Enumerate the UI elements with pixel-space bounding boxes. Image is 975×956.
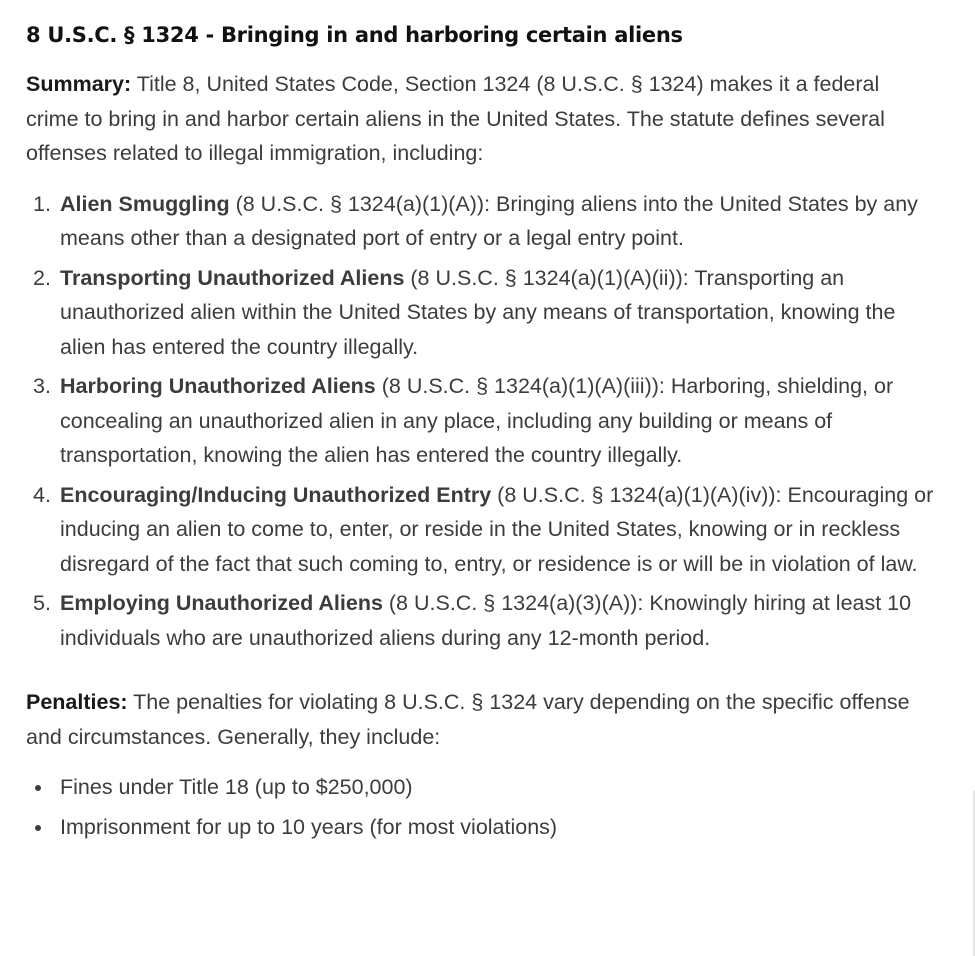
summary-label: Summary: (26, 72, 132, 96)
penalties-label: Penalties: (26, 690, 128, 714)
offense-item (26, 187, 935, 256)
offense-title: Transporting Unauthorized Aliens (60, 265, 405, 290)
offense-number: 5. (33, 591, 51, 615)
offense-text: (8 U.S.C. § 1324(a)(1)(A)(iii)): Harboring, shielding, or concealing an unauthorized alien in any place, including any building or means of transportation, knowing the alien has entered the country illegally. (60, 374, 894, 467)
offense-number: 2. (33, 265, 51, 290)
offense-title: Employing Unauthorized Aliens (60, 591, 383, 615)
offense-item (26, 369, 935, 473)
offense-text: (8 U.S.C. § 1324(a)(3)(A)): Knowingly hiring at least 10 individuals who are unauthorized aliens during any 12-month period. (60, 591, 912, 650)
penalties-paragraph (26, 685, 935, 754)
offense-title: Alien Smuggling (60, 191, 230, 216)
bullet-icon (35, 785, 41, 791)
document-heading: 8 U.S.C. § 1324 - Bringing in and harboring certain aliens (26, 23, 683, 47)
offense-item (26, 261, 935, 365)
bullet-icon (35, 825, 41, 831)
offense-text: (8 U.S.C. § 1324(a)(1)(A)): Bringing aliens into the United States by any means other than a designated port of entry or a legal entry point. (60, 191, 918, 250)
offense-item (26, 478, 935, 582)
penalty-text: Fines under Title 18 (up to $250,000) (60, 775, 413, 799)
penalty-item (26, 770, 935, 805)
penalties-list (26, 770, 935, 844)
offense-number: 4. (33, 482, 51, 507)
offense-number: 1. (33, 191, 51, 216)
summary-paragraph (26, 67, 935, 171)
penalties-text: The penalties for violating 8 U.S.C. § 1324 vary depending on the specific offense and circumstances. Generally, they include: (26, 690, 910, 749)
offense-item (26, 586, 935, 655)
offenses-list (26, 187, 935, 656)
offense-title: Harboring Unauthorized Aliens (60, 374, 376, 398)
offense-title: Encouraging/Inducing Unauthorized Entry (60, 482, 492, 507)
offense-text: (8 U.S.C. § 1324(a)(1)(A)(ii)): Transporting an unauthorized alien within the United States by any means of transportation, knowing the alien has entered the country illegally. (60, 265, 896, 359)
offense-text: (8 U.S.C. § 1324(a)(1)(A)(iv)): Encouraging or inducing an alien to come to, enter, or reside in the United States, knowing or in reckless disregard of the fact that such coming to, entry, or residence is or will be in violation of law. (60, 482, 934, 576)
penalty-text: Imprisonment for up to 10 years (for most violations) (60, 814, 558, 839)
penalty-item (26, 810, 935, 845)
summary-text: Title 8, United States Code, Section 1324 (8 U.S.C. § 1324) makes it a federal crime to bring in and harbor certain aliens in the United States. The statute defines several offenses related to illegal immigration, including: (26, 72, 885, 165)
offense-number: 3. (33, 374, 51, 398)
